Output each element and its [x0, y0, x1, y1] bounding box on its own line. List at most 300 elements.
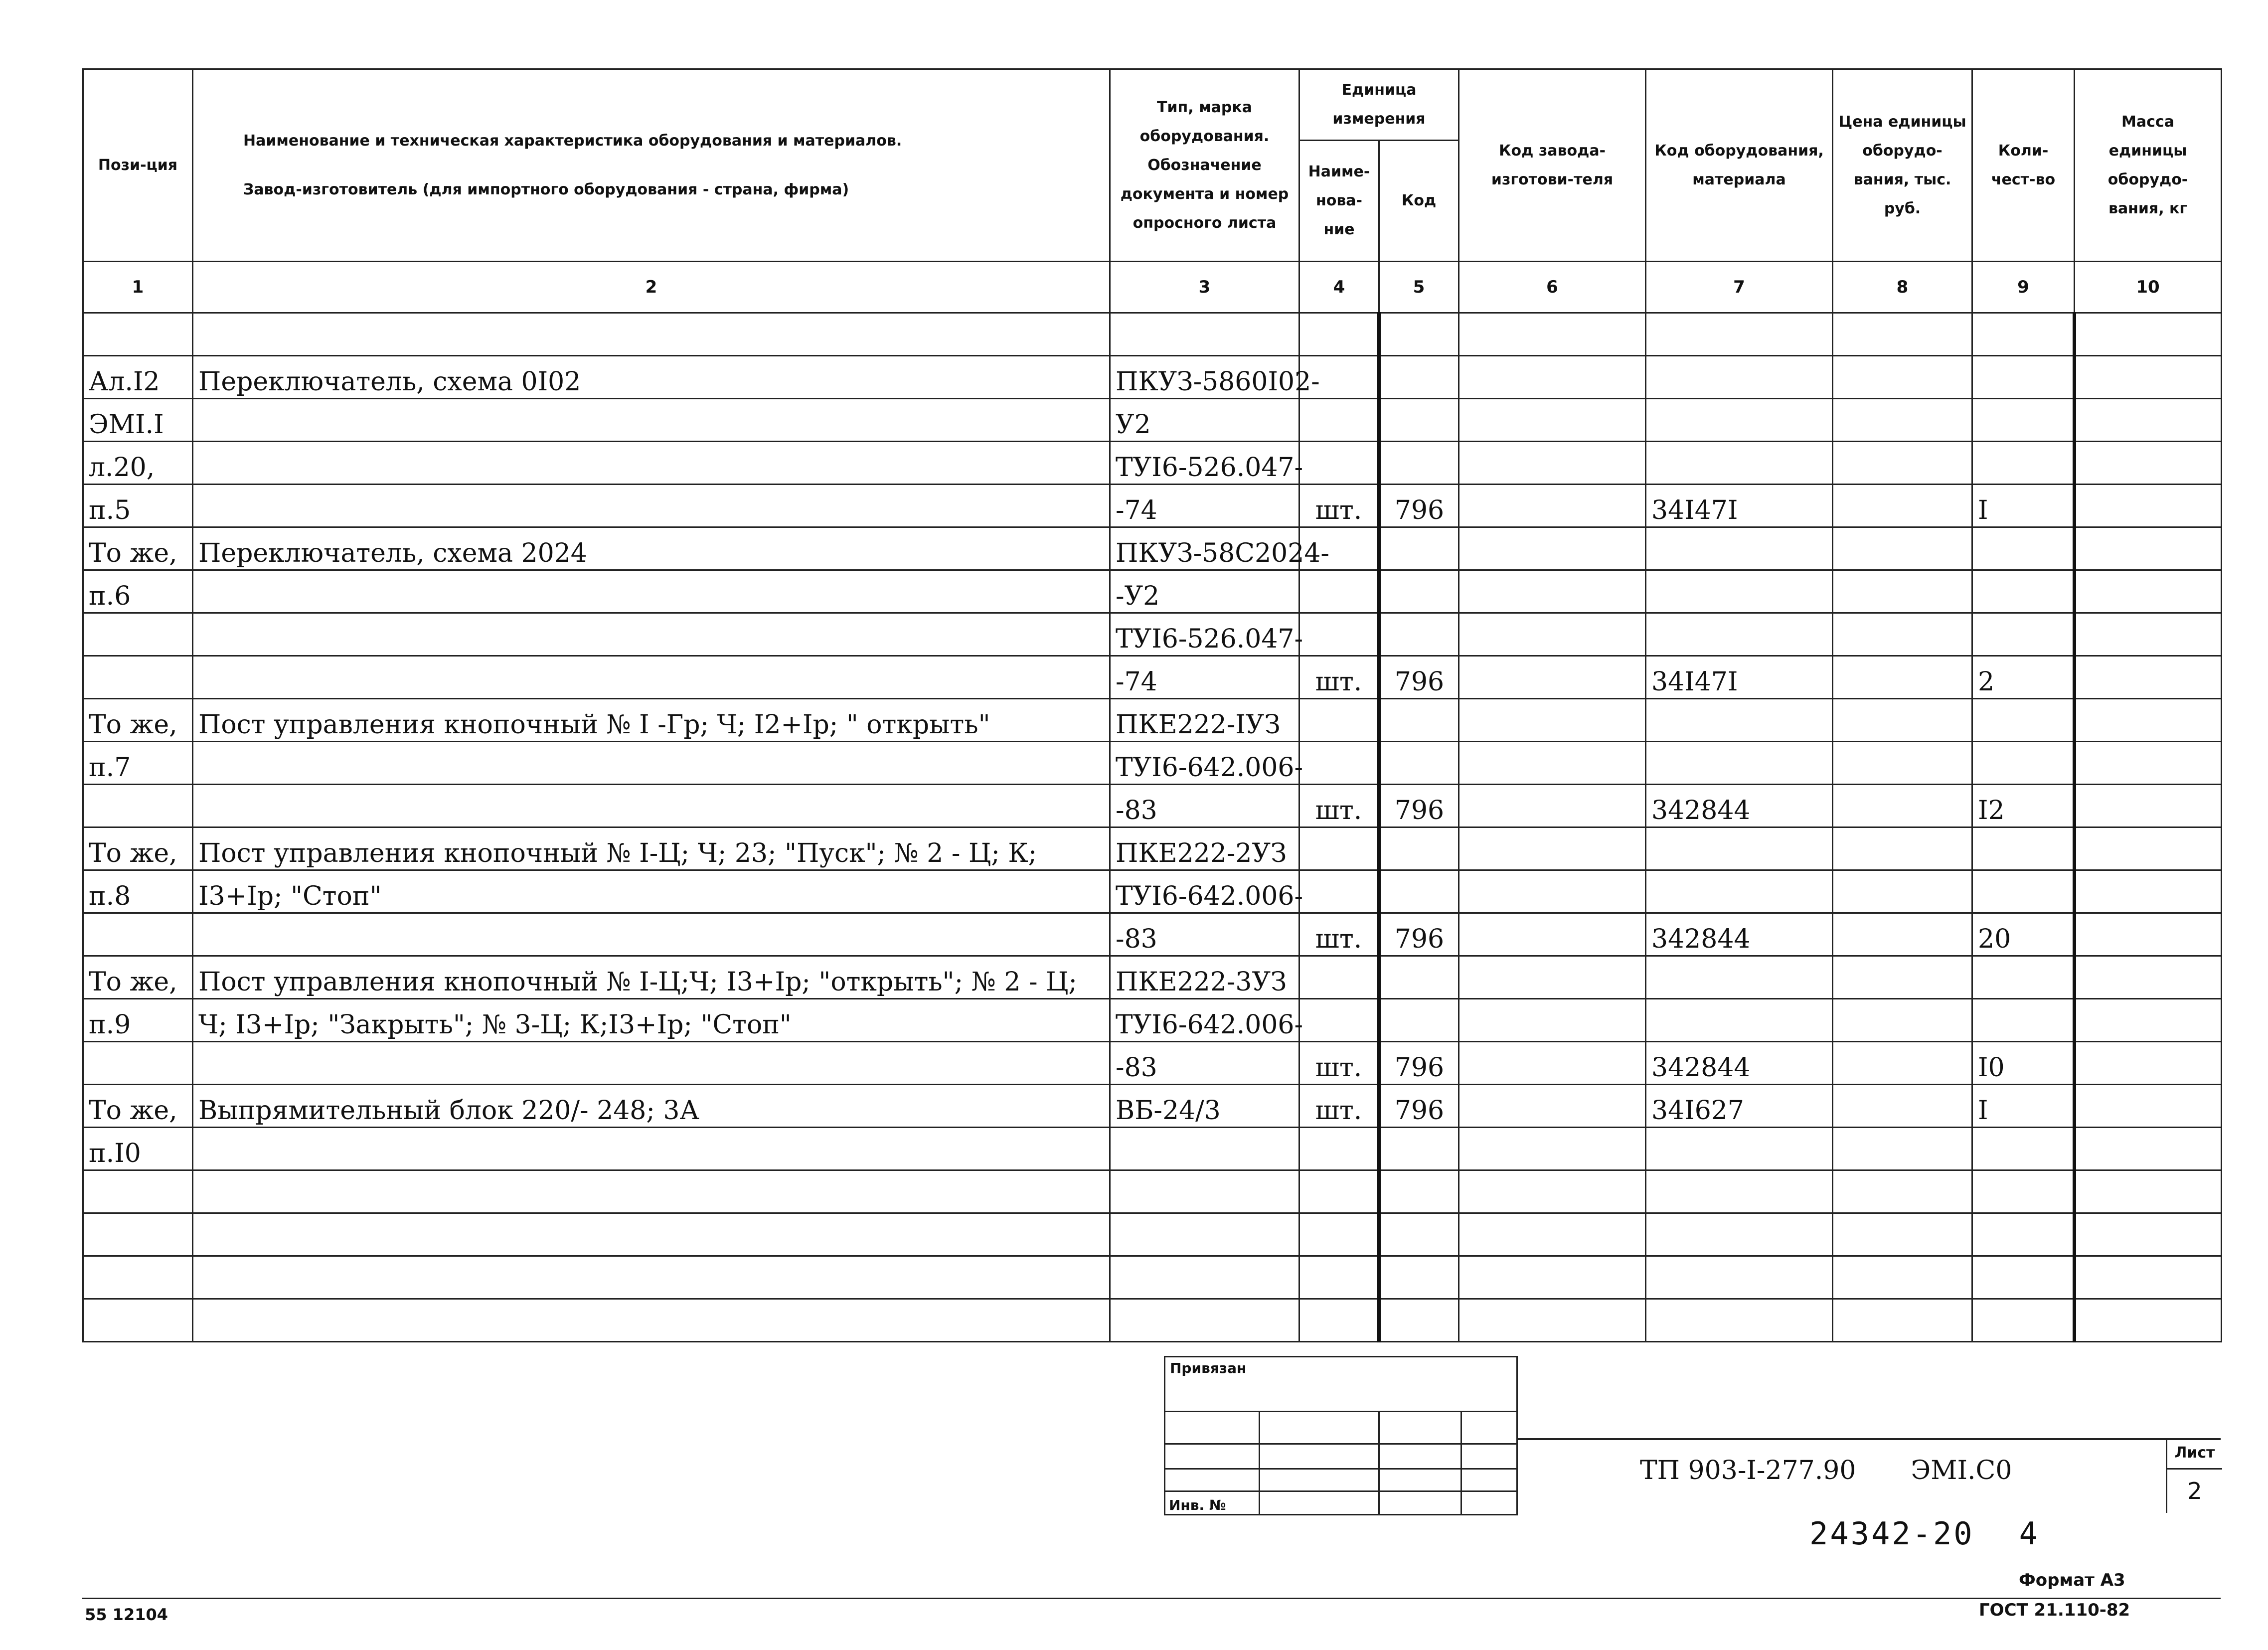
quantity-cell — [1972, 313, 2075, 356]
name-cell: Переключатель, схема 0I02 — [193, 356, 1110, 399]
table-header — [83, 69, 2222, 313]
document-code — [1640, 1456, 2012, 1485]
name-cell — [193, 1213, 1110, 1256]
quantity-cell — [1972, 1256, 2075, 1299]
col-number: 7 — [1646, 262, 1833, 313]
name-cell — [193, 485, 1110, 527]
col-number: 10 — [2075, 262, 2222, 313]
mass-cell — [2075, 1170, 2222, 1213]
name-cell — [193, 1256, 1110, 1299]
position-cell — [83, 656, 193, 699]
price-cell — [1833, 1213, 1972, 1256]
table-row — [83, 999, 2222, 1042]
type-cell: -У2 — [1110, 570, 1299, 613]
header-quantity: Коли-чест-во — [1972, 69, 2075, 262]
header-position: Пози-ция — [83, 69, 193, 262]
table-row — [83, 956, 2222, 999]
header-factory-code: Код завода-изготови-теля — [1459, 69, 1646, 262]
quantity-cell — [1972, 956, 2075, 999]
unit-code-cell — [1379, 999, 1459, 1042]
factory-code-cell — [1459, 399, 1646, 442]
name-cell — [193, 1299, 1110, 1342]
quantity-cell — [1972, 613, 2075, 656]
unit-code-cell — [1379, 442, 1459, 485]
type-cell: ТУI6-526.047- — [1110, 613, 1299, 656]
price-cell — [1833, 1085, 1972, 1128]
mass-cell — [2075, 827, 2222, 870]
name-cell — [193, 785, 1110, 827]
position-cell: л.20, — [83, 442, 193, 485]
price-cell — [1833, 485, 1972, 527]
type-cell: У2 — [1110, 399, 1299, 442]
unit-code-cell: 796 — [1379, 1085, 1459, 1128]
mass-cell — [2075, 870, 2222, 913]
name-cell — [193, 656, 1110, 699]
type-cell: ТУI6-642.006- — [1110, 742, 1299, 785]
name-cell — [193, 913, 1110, 956]
material-code-cell — [1646, 313, 1833, 356]
material-code-cell — [1646, 1256, 1833, 1299]
document-number: ТП 903-I-277.90 — [1640, 1456, 1856, 1485]
mass-cell — [2075, 613, 2222, 656]
col-number: 3 — [1110, 262, 1299, 313]
table-row — [83, 1256, 2222, 1299]
name-cell — [193, 399, 1110, 442]
mass-cell — [2075, 442, 2222, 485]
unit-name-cell — [1299, 1128, 1379, 1170]
unit-name-cell — [1299, 1213, 1379, 1256]
factory-code-cell — [1459, 1085, 1646, 1128]
table-row — [83, 613, 2222, 656]
material-code-cell — [1646, 613, 1833, 656]
material-code-cell — [1646, 699, 1833, 742]
material-code-cell: 342844 — [1646, 1042, 1833, 1085]
material-code-cell — [1646, 356, 1833, 399]
position-cell — [83, 1170, 193, 1213]
unit-name-cell: шт. — [1299, 485, 1379, 527]
type-cell — [1110, 1170, 1299, 1213]
table-row — [83, 1170, 2222, 1213]
unit-code-cell — [1379, 742, 1459, 785]
unit-code-cell — [1379, 1170, 1459, 1213]
mass-cell — [2075, 1042, 2222, 1085]
mass-cell — [2075, 527, 2222, 570]
price-cell — [1833, 1256, 1972, 1299]
material-code-cell — [1646, 870, 1833, 913]
mass-cell — [2075, 356, 2222, 399]
table-row — [83, 827, 2222, 870]
quantity-cell — [1972, 1299, 2075, 1342]
quantity-cell — [1972, 1128, 2075, 1170]
type-cell: ПКЕ222-2УЗ — [1110, 827, 1299, 870]
unit-code-cell — [1379, 613, 1459, 656]
col-number: 2 — [193, 262, 1110, 313]
mass-cell — [2075, 913, 2222, 956]
name-cell — [193, 1170, 1110, 1213]
position-cell: Ал.I2 — [83, 356, 193, 399]
type-cell: ПКУЗ-58С2024- — [1110, 527, 1299, 570]
unit-code-cell — [1379, 313, 1459, 356]
unit-name-cell: шт. — [1299, 656, 1379, 699]
unit-code-cell: 796 — [1379, 913, 1459, 956]
unit-code-cell: 796 — [1379, 485, 1459, 527]
mass-cell — [2075, 485, 2222, 527]
price-cell — [1833, 870, 1972, 913]
table-row — [83, 699, 2222, 742]
position-cell — [83, 313, 193, 356]
unit-name-cell — [1299, 699, 1379, 742]
quantity-cell: 2 — [1972, 656, 2075, 699]
col-number: 1 — [83, 262, 193, 313]
table-row — [83, 1128, 2222, 1170]
material-code-cell — [1646, 827, 1833, 870]
material-code-cell — [1646, 956, 1833, 999]
table-row — [83, 785, 2222, 827]
table-row — [83, 442, 2222, 485]
type-cell: ПКЕ222-3УЗ — [1110, 956, 1299, 999]
mass-cell — [2075, 999, 2222, 1042]
position-cell: То же, — [83, 1085, 193, 1128]
bottom-line — [82, 1598, 2221, 1599]
unit-code-cell — [1379, 1128, 1459, 1170]
unit-code-cell: 796 — [1379, 656, 1459, 699]
material-code-cell: 342844 — [1646, 913, 1833, 956]
unit-code-cell — [1379, 827, 1459, 870]
material-code-cell — [1646, 999, 1833, 1042]
name-cell — [193, 570, 1110, 613]
material-code-cell — [1646, 1170, 1833, 1213]
name-cell: Ч; I3+Iр; "Закрыть"; № 3-Ц; К;I3+Iр; "Стоп" — [193, 999, 1110, 1042]
type-cell: ВБ-24/3 — [1110, 1085, 1299, 1128]
price-cell — [1833, 827, 1972, 870]
unit-code-cell — [1379, 527, 1459, 570]
specification-table — [82, 68, 2222, 1342]
quantity-cell — [1972, 442, 2075, 485]
position-cell: п.I0 — [83, 1128, 193, 1170]
name-cell: Пост управления кнопочный № I-Ц; Ч; 23; "Пуск"; № 2 - Ц; К; — [193, 827, 1110, 870]
table-row — [83, 399, 2222, 442]
price-cell — [1833, 785, 1972, 827]
mass-cell — [2075, 656, 2222, 699]
table-row — [83, 1042, 2222, 1085]
mass-cell — [2075, 785, 2222, 827]
quantity-cell — [1972, 999, 2075, 1042]
factory-code-cell — [1459, 1213, 1646, 1256]
unit-name-cell: шт. — [1299, 1042, 1379, 1085]
type-cell: ТУI6-642.006- — [1110, 999, 1299, 1042]
factory-code-cell — [1459, 356, 1646, 399]
unit-name-cell: шт. — [1299, 785, 1379, 827]
col-number: 9 — [1972, 262, 2075, 313]
type-cell: ПКУЗ-5860I02- — [1110, 356, 1299, 399]
quantity-cell: I — [1972, 485, 2075, 527]
material-code-cell: 34I47I — [1646, 656, 1833, 699]
sheet-number: 2 — [2187, 1478, 2202, 1504]
material-code-cell: 342844 — [1646, 785, 1833, 827]
unit-code-cell — [1379, 1299, 1459, 1342]
position-cell — [83, 1042, 193, 1085]
unit-name-cell — [1299, 442, 1379, 485]
unit-name-cell — [1299, 742, 1379, 785]
mass-cell — [2075, 699, 2222, 742]
factory-code-cell — [1459, 742, 1646, 785]
price-cell — [1833, 1042, 1972, 1085]
archive-no: 24342-20 — [1809, 1515, 1974, 1552]
col-number: 4 — [1299, 262, 1379, 313]
position-cell: То же, — [83, 527, 193, 570]
position-cell: То же, — [83, 699, 193, 742]
price-cell — [1833, 399, 1972, 442]
table-row — [83, 1085, 2222, 1128]
quantity-cell: I2 — [1972, 785, 2075, 827]
header-mass: Масса единицы оборудо-вания, кг — [2075, 69, 2222, 262]
quantity-cell: I — [1972, 1085, 2075, 1128]
type-cell: -74 — [1110, 485, 1299, 527]
unit-name-cell — [1299, 399, 1379, 442]
quantity-cell — [1972, 827, 2075, 870]
mass-cell — [2075, 956, 2222, 999]
mass-cell — [2075, 1299, 2222, 1342]
price-cell — [1833, 699, 1972, 742]
factory-code-cell — [1459, 1128, 1646, 1170]
quantity-cell — [1972, 570, 2075, 613]
material-code-cell: 34I627 — [1646, 1085, 1833, 1128]
header-unit-name: Наиме-нова-ние — [1299, 141, 1379, 262]
unit-name-cell — [1299, 999, 1379, 1042]
material-code-cell — [1646, 399, 1833, 442]
table-row — [83, 527, 2222, 570]
price-cell — [1833, 570, 1972, 613]
quantity-cell — [1972, 870, 2075, 913]
unit-code-cell — [1379, 399, 1459, 442]
price-cell — [1833, 956, 1972, 999]
header-type: Тип, марка оборудования. Обозначение документа и номер опросного листа — [1110, 69, 1299, 262]
position-cell: То же, — [83, 956, 193, 999]
table-row — [83, 656, 2222, 699]
quantity-cell — [1972, 356, 2075, 399]
unit-name-cell — [1299, 827, 1379, 870]
table-row — [83, 870, 2222, 913]
name-cell — [193, 442, 1110, 485]
footer-format: Формат А3 — [2019, 1570, 2125, 1590]
position-cell: То же, — [83, 827, 193, 870]
quantity-cell — [1972, 699, 2075, 742]
factory-code-cell — [1459, 1299, 1646, 1342]
factory-code-cell — [1459, 827, 1646, 870]
factory-code-cell — [1459, 527, 1646, 570]
price-cell — [1833, 356, 1972, 399]
header-name-line2: Завод-изготовитель (для импортного оборудования - страна, фирма) — [243, 180, 849, 198]
price-cell — [1833, 742, 1972, 785]
factory-code-cell — [1459, 999, 1646, 1042]
table-row — [83, 913, 2222, 956]
table-row — [83, 356, 2222, 399]
unit-name-cell — [1299, 313, 1379, 356]
unit-code-cell — [1379, 1256, 1459, 1299]
type-cell — [1110, 1128, 1299, 1170]
factory-code-cell — [1459, 785, 1646, 827]
unit-code-cell: 796 — [1379, 1042, 1459, 1085]
name-cell: Пост управления кнопочный № I-Ц;Ч; I3+Iр; "открыть"; № 2 - Ц; — [193, 956, 1110, 999]
unit-name-cell — [1299, 570, 1379, 613]
unit-name-cell — [1299, 1256, 1379, 1299]
table-row — [83, 570, 2222, 613]
price-cell — [1833, 613, 1972, 656]
header-unit-code: Код — [1379, 141, 1459, 262]
price-cell — [1833, 1299, 1972, 1342]
factory-code-cell — [1459, 1170, 1646, 1213]
col-number: 6 — [1459, 262, 1646, 313]
position-cell — [83, 1213, 193, 1256]
type-cell — [1110, 1213, 1299, 1256]
name-cell — [193, 1128, 1110, 1170]
quantity-cell — [1972, 1170, 2075, 1213]
factory-code-cell — [1459, 485, 1646, 527]
position-cell — [83, 1299, 193, 1342]
mass-cell — [2075, 1085, 2222, 1128]
type-cell: -74 — [1110, 656, 1299, 699]
header-name-line1: Наименование и техническая характеристика оборудования и материалов. — [243, 132, 902, 150]
unit-code-cell — [1379, 1213, 1459, 1256]
price-cell — [1833, 913, 1972, 956]
col-number: 5 — [1379, 262, 1459, 313]
material-code-cell — [1646, 1128, 1833, 1170]
price-cell — [1833, 313, 1972, 356]
mass-cell — [2075, 1213, 2222, 1256]
stamp-inv-label: Инв. № — [1169, 1497, 1226, 1513]
unit-code-cell — [1379, 870, 1459, 913]
unit-name-cell — [1299, 870, 1379, 913]
sheet-label: Лист — [2167, 1438, 2222, 1470]
header-price: Цена единицы оборудо-вания, тыс. руб. — [1833, 69, 1972, 262]
name-cell — [193, 613, 1110, 656]
archive-number — [1809, 1515, 2040, 1552]
type-cell — [1110, 313, 1299, 356]
mass-cell — [2075, 570, 2222, 613]
factory-code-cell — [1459, 656, 1646, 699]
position-cell — [83, 785, 193, 827]
name-cell: Переключатель, схема 2024 — [193, 527, 1110, 570]
name-cell: Выпрямительный блок 220/- 248; 3А — [193, 1085, 1110, 1128]
type-cell — [1110, 1299, 1299, 1342]
quantity-cell — [1972, 742, 2075, 785]
table-body — [83, 313, 2222, 1342]
unit-code-cell — [1379, 356, 1459, 399]
table-row — [83, 1299, 2222, 1342]
material-code-cell — [1646, 527, 1833, 570]
name-cell — [193, 742, 1110, 785]
type-cell: -83 — [1110, 913, 1299, 956]
name-cell: Пост управления кнопочный № I -Гр; Ч; I2+Iр; " открыть" — [193, 699, 1110, 742]
mass-cell — [2075, 399, 2222, 442]
quantity-cell: I0 — [1972, 1042, 2075, 1085]
position-cell — [83, 913, 193, 956]
type-cell: ТУI6-642.006- — [1110, 870, 1299, 913]
unit-code-cell — [1379, 956, 1459, 999]
factory-code-cell — [1459, 1042, 1646, 1085]
position-cell: п.9 — [83, 999, 193, 1042]
header-unit-group: Единица измерения — [1299, 69, 1459, 141]
factory-code-cell — [1459, 699, 1646, 742]
factory-code-cell — [1459, 613, 1646, 656]
type-cell: -83 — [1110, 785, 1299, 827]
factory-code-cell — [1459, 313, 1646, 356]
factory-code-cell — [1459, 1256, 1646, 1299]
price-cell — [1833, 1128, 1972, 1170]
price-cell — [1833, 527, 1972, 570]
factory-code-cell — [1459, 570, 1646, 613]
material-code-cell — [1646, 1213, 1833, 1256]
price-cell — [1833, 442, 1972, 485]
unit-code-cell: 796 — [1379, 785, 1459, 827]
price-cell — [1833, 999, 1972, 1042]
price-cell — [1833, 656, 1972, 699]
table-row — [83, 742, 2222, 785]
factory-code-cell — [1459, 956, 1646, 999]
position-cell: ЭМI.I — [83, 399, 193, 442]
unit-name-cell — [1299, 956, 1379, 999]
price-cell — [1833, 1170, 1972, 1213]
title-block-top-line — [1518, 1438, 2221, 1440]
document-series: ЭМI.С0 — [1911, 1456, 2012, 1485]
mass-cell — [2075, 1128, 2222, 1170]
position-cell — [83, 613, 193, 656]
type-cell: -83 — [1110, 1042, 1299, 1085]
position-cell: п.5 — [83, 485, 193, 527]
unit-code-cell — [1379, 570, 1459, 613]
factory-code-cell — [1459, 913, 1646, 956]
material-code-cell — [1646, 1299, 1833, 1342]
table-row — [83, 313, 2222, 356]
footer-code: 55 12104 — [85, 1605, 168, 1624]
unit-name-cell: шт. — [1299, 1085, 1379, 1128]
mass-cell — [2075, 313, 2222, 356]
quantity-cell — [1972, 1213, 2075, 1256]
stamp-linked-label: Привязан — [1170, 1360, 1247, 1376]
table-row — [83, 1213, 2222, 1256]
footer-standard: ГОСТ 21.110-82 — [1979, 1600, 2130, 1620]
material-code-cell — [1646, 442, 1833, 485]
material-code-cell — [1646, 570, 1833, 613]
header-name — [193, 69, 1110, 262]
type-cell — [1110, 1256, 1299, 1299]
unit-code-cell — [1379, 699, 1459, 742]
position-cell — [83, 1256, 193, 1299]
position-cell: п.6 — [83, 570, 193, 613]
quantity-cell — [1972, 527, 2075, 570]
archive-index: 4 — [2019, 1515, 2040, 1552]
unit-name-cell — [1299, 613, 1379, 656]
mass-cell — [2075, 742, 2222, 785]
col-number: 8 — [1833, 262, 1972, 313]
quantity-cell: 20 — [1972, 913, 2075, 956]
header-material-code: Код оборудования, материала — [1646, 69, 1833, 262]
type-cell: ТУI6-526.047- — [1110, 442, 1299, 485]
unit-name-cell — [1299, 1299, 1379, 1342]
binding-stamp — [1164, 1356, 1518, 1515]
position-cell: п.7 — [83, 742, 193, 785]
name-cell — [193, 313, 1110, 356]
position-cell: п.8 — [83, 870, 193, 913]
unit-name-cell: шт. — [1299, 913, 1379, 956]
mass-cell — [2075, 1256, 2222, 1299]
table-row — [83, 485, 2222, 527]
factory-code-cell — [1459, 870, 1646, 913]
unit-name-cell — [1299, 1170, 1379, 1213]
material-code-cell: 34I47I — [1646, 485, 1833, 527]
factory-code-cell — [1459, 442, 1646, 485]
name-cell — [193, 1042, 1110, 1085]
